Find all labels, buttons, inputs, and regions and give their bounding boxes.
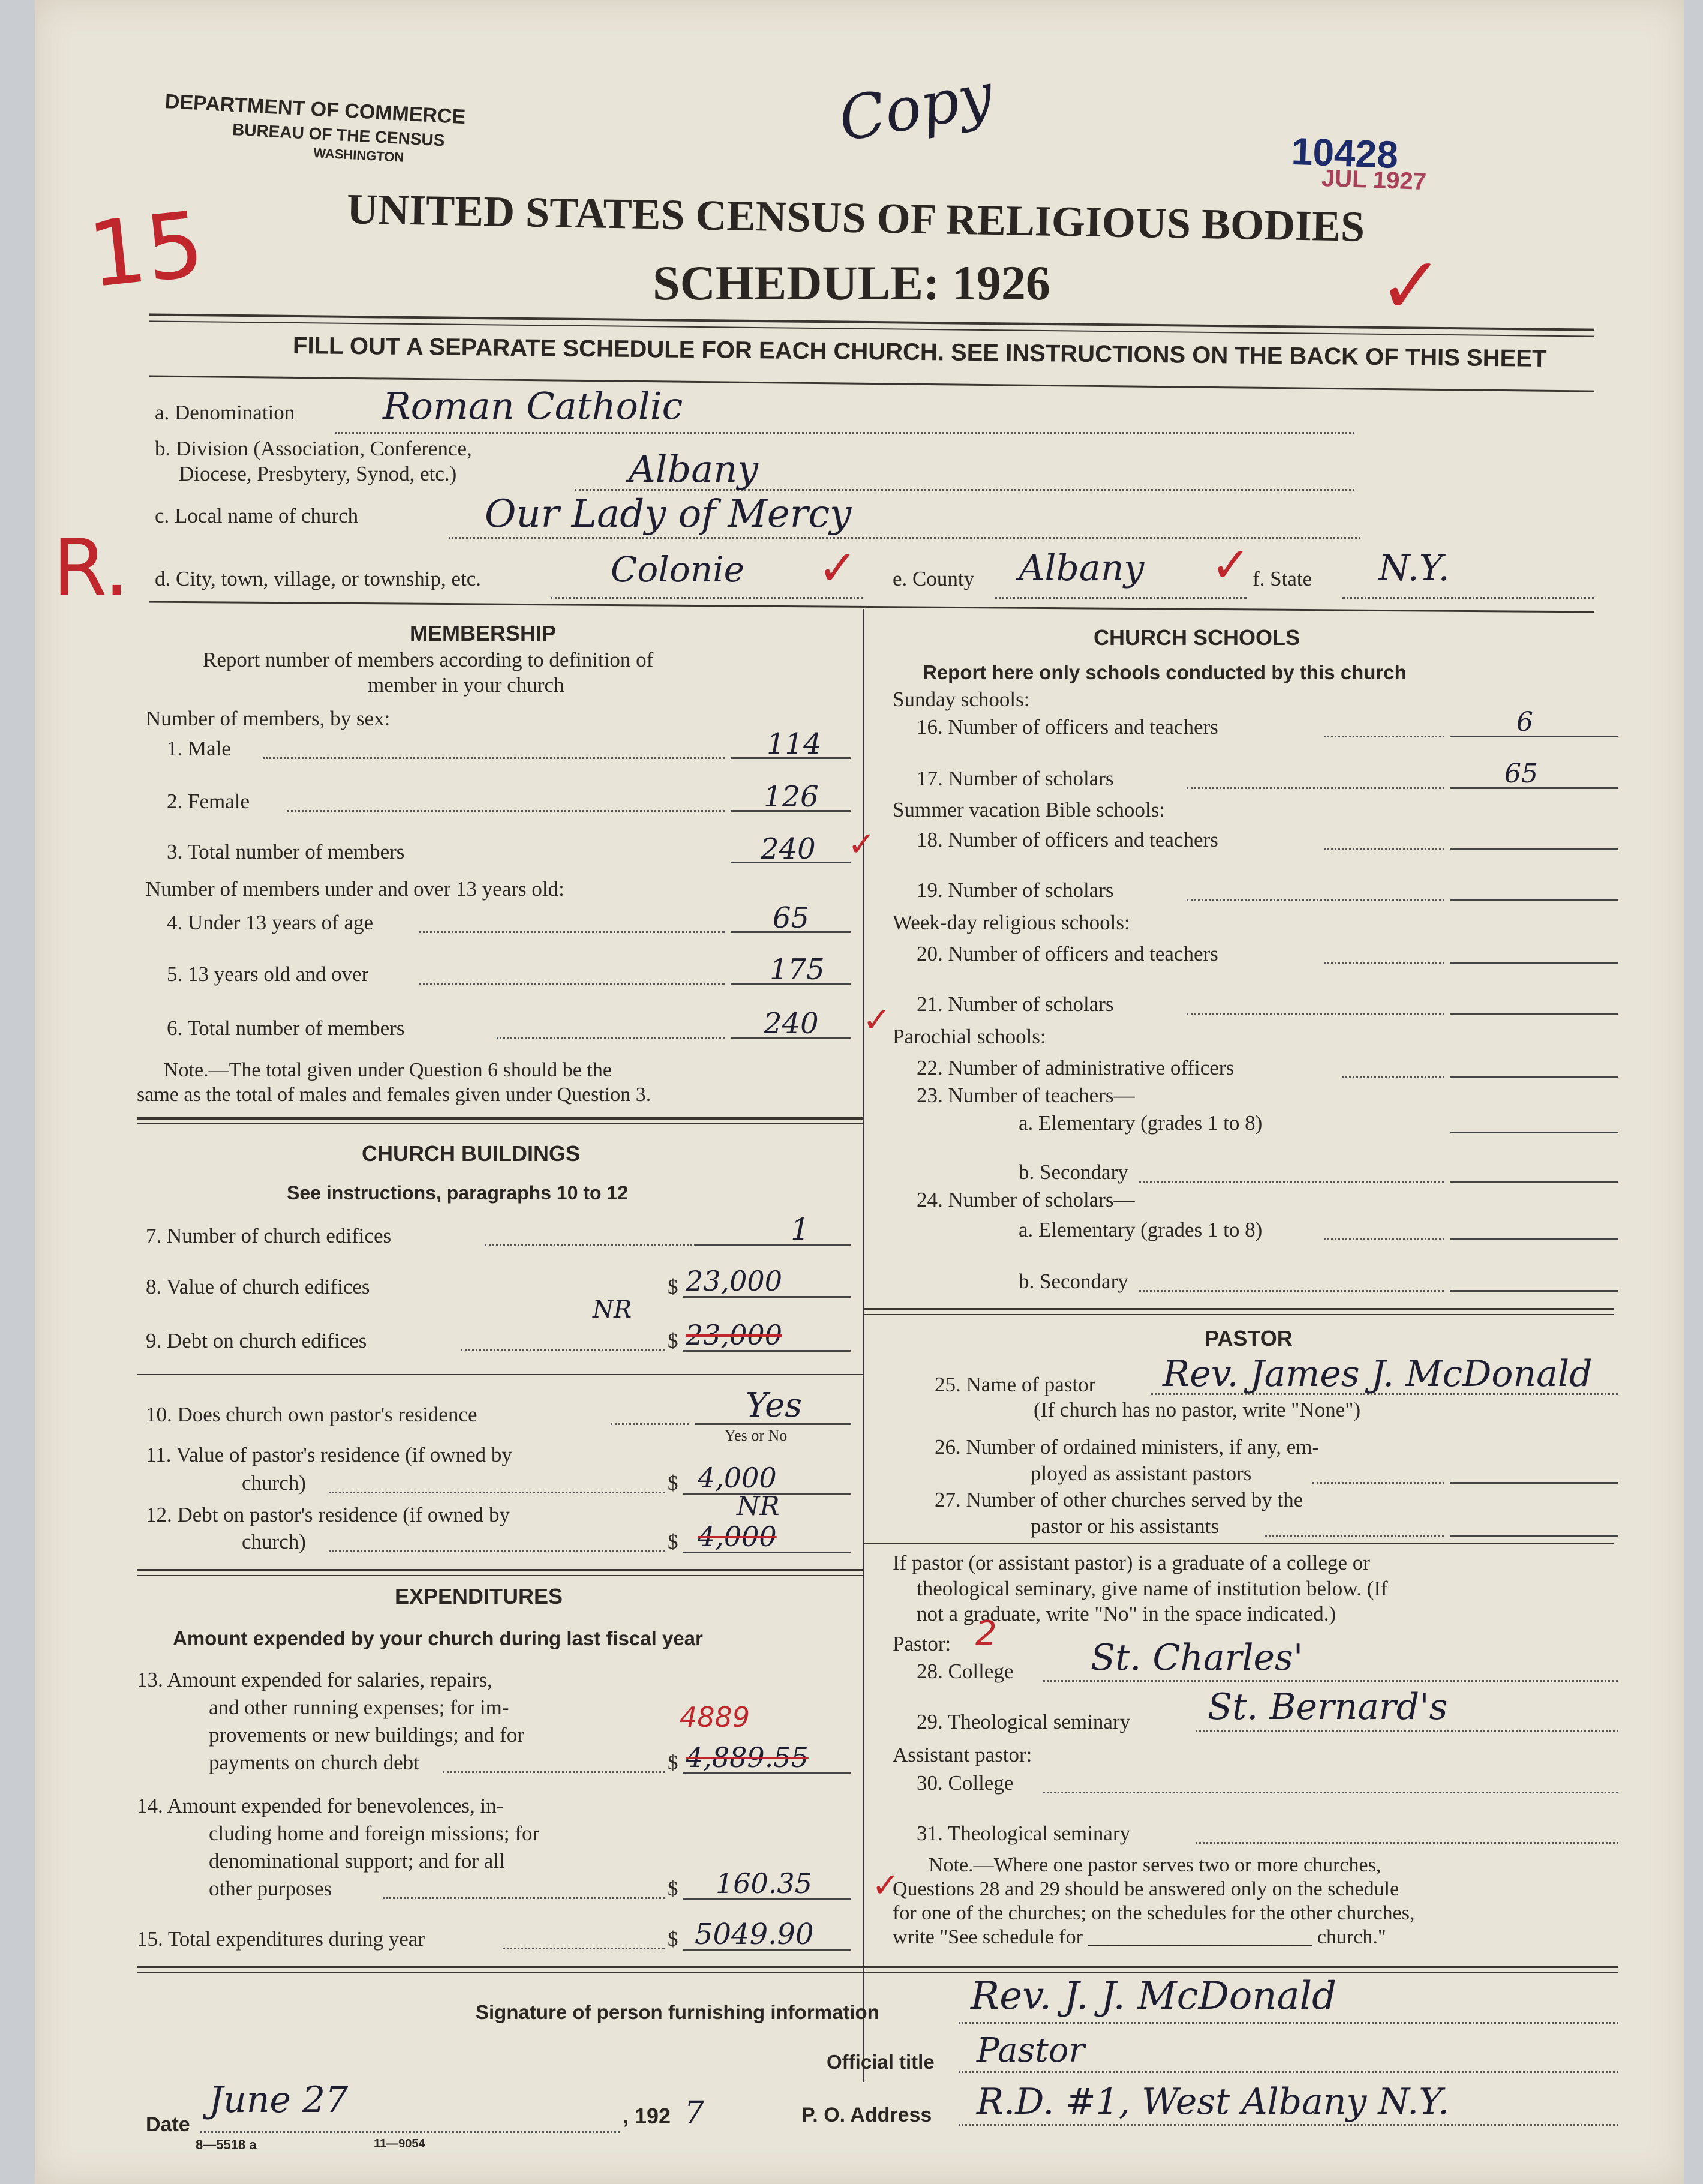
q15-leader — [503, 1948, 665, 1949]
q21-leader — [1187, 1013, 1444, 1015]
city-field-line — [551, 597, 863, 599]
q15-label: 15. Total expenditures during year — [137, 1927, 425, 1951]
pastor-note-2: Questions 28 and 29 should be answered only on the schedule — [893, 1878, 1399, 1900]
q13-value[interactable]: 4,889.55 — [686, 1741, 809, 1774]
q18-leader — [1324, 848, 1444, 850]
q9-label: 9. Debt on church edifices — [146, 1329, 367, 1352]
q21-line — [1450, 1013, 1618, 1015]
q6-label: 6. Total number of members — [167, 1016, 405, 1040]
q7-line — [695, 1244, 851, 1246]
footer-rule — [137, 1966, 1618, 1968]
schools-sub: Report here only schools conducted by this church — [923, 661, 1407, 683]
buildings-sub: See instructions, paragraphs 10 to 12 — [287, 1182, 629, 1204]
q13-red-correction: 4889 — [680, 1701, 750, 1733]
q26-label-1: 26. Number of ordained ministers, if any, em- — [935, 1435, 1320, 1459]
pastor-red-mark: 2 — [975, 1614, 997, 1653]
q8-dollar: $ — [668, 1275, 678, 1298]
form-title: UNITED STATES CENSUS OF RELIGIOUS BODIES — [346, 185, 1365, 251]
q22-label: 22. Number of administrative officers — [917, 1056, 1235, 1079]
q17-value[interactable]: 65 — [1504, 758, 1538, 789]
parochial-schools-label: Parochial schools: — [893, 1025, 1046, 1048]
official-title-value[interactable]: Pastor — [977, 2031, 1085, 2070]
q25-note: (If church has no pastor, write "None") — [1034, 1398, 1361, 1421]
membership-sub-2: member in your church — [368, 673, 564, 697]
q17-leader — [1187, 787, 1444, 789]
header-rule-bottom — [149, 375, 1594, 392]
weekday-schools-label: Week-day religious schools: — [893, 911, 1130, 934]
q10-value[interactable]: Yes — [746, 1386, 802, 1425]
q31-line — [1196, 1842, 1618, 1844]
year-digit[interactable]: 7 — [684, 2095, 705, 2131]
q24b-leader — [1139, 1290, 1444, 1292]
q31-label: 31. Theological seminary — [917, 1822, 1131, 1845]
pastor-note-1: Note.—Where one pastor serves two or more churches, — [929, 1854, 1381, 1876]
q8-value[interactable]: 23,000 — [686, 1265, 782, 1297]
q13-label-1: 13. Amount expended for salaries, repairs, — [137, 1668, 492, 1691]
q19-leader — [1187, 899, 1444, 901]
age-group-label: Number of members under and over 13 years old: — [146, 877, 564, 901]
red-checkmark-icon: ✓ — [1378, 240, 1444, 331]
q28-line — [1043, 1680, 1618, 1682]
q1-leader — [263, 757, 725, 759]
assistant-pastor-subhead: Assistant pastor: — [893, 1743, 1032, 1766]
q7-value[interactable]: 1 — [791, 1212, 810, 1247]
q9-nr-note: NR — [593, 1296, 632, 1324]
q11-dollar: $ — [668, 1471, 678, 1495]
q8-label: 8. Value of church edifices — [146, 1275, 370, 1298]
q4-leader — [419, 931, 725, 933]
q27-label-2: pastor or his assistants — [1031, 1514, 1220, 1538]
q3-check-icon: ✓ — [848, 825, 876, 864]
q9-dollar: $ — [668, 1329, 678, 1352]
q20-line — [1450, 962, 1618, 964]
q14-leader — [383, 1897, 665, 1899]
red-number-annotation: 15 — [83, 192, 209, 308]
q26-line — [1450, 1482, 1618, 1484]
department-label: DEPARTMENT OF COMMERCE — [164, 90, 467, 129]
q20-label: 20. Number of officers and teachers — [917, 942, 1218, 965]
q12-leader — [329, 1550, 665, 1552]
q6-leader — [497, 1037, 725, 1039]
q6-check-icon: ✓ — [863, 1001, 891, 1040]
membership-note-2: same as the total of males and females given under Question 3. — [137, 1084, 651, 1106]
pastor-title: PASTOR — [1205, 1326, 1293, 1351]
q9-leader — [461, 1349, 665, 1351]
q16-leader — [1324, 736, 1444, 737]
q11-leader — [329, 1492, 665, 1493]
summer-schools-label: Summer vacation Bible schools: — [893, 798, 1165, 821]
identity-rule — [149, 601, 1594, 613]
county-line — [995, 597, 1247, 599]
footer-rule-thin — [137, 1972, 1618, 1973]
signature-value[interactable]: Rev. J. J. McDonald — [971, 1974, 1337, 2018]
q13-label-2: and other running expenses; for im- — [209, 1696, 509, 1719]
stamp-date: JUL 1927 — [1321, 164, 1427, 196]
q7-label: 7. Number of church edifices — [146, 1224, 392, 1247]
division-label-2: Diocese, Presbytery, Synod, etc.) — [179, 462, 457, 485]
q2-leader — [287, 810, 725, 812]
q29-line — [1196, 1730, 1618, 1732]
q23a-label: a. Elementary (grades 1 to 8) — [1019, 1111, 1263, 1135]
graduate-note-3: not a graduate, write "No" in the space indicated.) — [917, 1602, 1336, 1625]
q18-line — [1450, 848, 1618, 850]
q7-leader — [485, 1244, 725, 1246]
q3-value[interactable]: 240 — [761, 832, 816, 866]
stamp-number: 10428 — [1290, 129, 1399, 177]
q14-check-icon: ✓ — [872, 1866, 900, 1905]
q22-leader — [1342, 1076, 1444, 1078]
q14-value[interactable]: 160.35 — [716, 1867, 812, 1900]
date-line — [200, 2131, 620, 2133]
q10-line — [695, 1423, 851, 1425]
denomination-value[interactable]: Roman Catholic — [383, 384, 683, 428]
instruction-banner: FILL OUT A SEPARATE SCHEDULE FOR EACH CHURCH. SEE INSTRUCTIONS ON THE BACK OF THIS SHEET — [292, 332, 1547, 372]
county-label: e. County — [893, 567, 975, 590]
q19-line — [1450, 899, 1618, 901]
q27-leader — [1265, 1535, 1444, 1537]
official-title-label: Official title — [827, 2051, 935, 2073]
county-value[interactable]: Albany — [1019, 547, 1145, 589]
q24b-label: b. Secondary — [1019, 1270, 1128, 1293]
q14-dollar: $ — [668, 1877, 678, 1900]
q13-label-4: payments on church debt — [209, 1751, 419, 1774]
bureau-label: BUREAU OF THE CENSUS — [232, 120, 446, 150]
q11-label-2: church) — [242, 1471, 306, 1495]
q10-label: 10. Does church own pastor's residence — [146, 1403, 477, 1426]
q12-label-2: church) — [242, 1530, 306, 1553]
expenditures-title: EXPENDITURES — [395, 1584, 563, 1609]
q26-label-2: ployed as assistant pastors — [1031, 1462, 1252, 1485]
form-schedule-year: SCHEDULE: 1926 — [653, 256, 1050, 310]
schools-title: CHURCH SCHOOLS — [1094, 625, 1300, 650]
q21-label: 21. Number of scholars — [917, 992, 1114, 1016]
q4-value[interactable]: 65 — [773, 901, 810, 935]
q14-label-4: other purposes — [209, 1877, 332, 1900]
signature-line — [959, 2022, 1618, 2024]
q17-label: 17. Number of scholars — [917, 767, 1114, 790]
q4-label: 4. Under 13 years of age — [167, 911, 374, 934]
q1-value[interactable]: 114 — [767, 727, 822, 761]
membership-title: MEMBERSHIP — [410, 621, 557, 646]
print-number: 11—9054 — [374, 2137, 425, 2150]
q3-label: 3. Total number of members — [167, 840, 405, 863]
q13-leader — [443, 1771, 665, 1773]
q28-label: 28. College — [917, 1660, 1014, 1683]
schools-rule-thin — [864, 1314, 1614, 1315]
q16-line — [1450, 736, 1618, 737]
q10-yes-no-hint: Yes or No — [725, 1427, 788, 1444]
buildings-rule — [137, 1569, 863, 1571]
q2-value[interactable]: 126 — [764, 780, 819, 814]
city-check-icon: ✓ — [818, 540, 858, 596]
q12-dollar: $ — [668, 1530, 678, 1553]
q26-leader — [1312, 1482, 1444, 1484]
q10-leader — [611, 1423, 689, 1425]
city-field-value[interactable]: Colonie — [611, 549, 744, 590]
q12-nr-note: NR — [737, 1491, 780, 1522]
q30-label: 30. College — [917, 1771, 1014, 1795]
q16-value[interactable]: 6 — [1516, 707, 1533, 737]
q29-value[interactable]: St. Bernard's — [1208, 1686, 1448, 1728]
q14-label-3: denominational support; and for all — [209, 1849, 505, 1873]
expenditures-sub: Amount expended by your church during last fiscal year — [173, 1627, 703, 1649]
buildings-rule-thin — [137, 1575, 863, 1576]
red-letter-annotation: R. — [53, 522, 130, 613]
q28-value[interactable]: St. Charles' — [1091, 1637, 1303, 1679]
year-prefix: , 192 — [623, 2104, 671, 2128]
q2-label: 2. Female — [167, 790, 250, 813]
schools-rule — [864, 1308, 1614, 1310]
q5-label: 5. 13 years old and over — [167, 962, 369, 986]
state-line — [1342, 597, 1594, 599]
q16-label: 16. Number of officers and teachers — [917, 715, 1218, 739]
date-label: Date — [146, 2113, 190, 2136]
signature-label: Signature of person furnishing information — [476, 2001, 879, 2023]
q1-label: 1. Male — [167, 737, 231, 760]
q27-line — [1450, 1535, 1618, 1537]
division-label-1: b. Division (Association, Conference, — [155, 437, 472, 460]
pastor-note-3: for one of the churches; on the schedules for the other churches, — [893, 1902, 1415, 1924]
graduate-note-1: If pastor (or assistant pastor) is a graduate of a college or — [893, 1551, 1370, 1574]
date-value[interactable]: June 27 — [209, 2079, 349, 2121]
q15-value[interactable]: 5049.90 — [695, 1918, 814, 1951]
handwritten-copy: Copy — [833, 59, 998, 155]
q23b-leader — [1139, 1181, 1444, 1183]
pastor-rule — [864, 1543, 1614, 1544]
q25-label: 25. Name of pastor — [935, 1373, 1096, 1396]
q24-label: 24. Number of scholars— — [917, 1188, 1135, 1211]
denomination-line — [335, 432, 1354, 434]
county-check-icon: ✓ — [1211, 537, 1251, 593]
q23b-line — [1450, 1181, 1618, 1183]
state-value[interactable]: N.Y. — [1378, 547, 1450, 589]
q24a-leader — [1324, 1238, 1444, 1240]
q12-value[interactable]: 4,000 — [698, 1520, 777, 1553]
pastor-subhead: Pastor: — [893, 1632, 951, 1655]
members-by-sex-label: Number of members, by sex: — [146, 707, 391, 730]
graduate-note-2: theological seminary, give name of institution below. (If — [917, 1577, 1388, 1600]
buildings-title: CHURCH BUILDINGS — [362, 1141, 580, 1166]
division-value[interactable]: Albany — [629, 447, 759, 491]
q20-leader — [1324, 962, 1444, 964]
denomination-label: a. Denomination — [155, 401, 295, 424]
q24a-label: a. Elementary (grades 1 to 8) — [1019, 1218, 1263, 1241]
q23a-line — [1450, 1132, 1618, 1133]
census-schedule-sheet — [35, 0, 1684, 2184]
form-number: 8—5518 a — [196, 2137, 257, 2152]
q19-label: 19. Number of scholars — [917, 878, 1114, 902]
city-label: WASHINGTON — [313, 145, 404, 165]
pastor-note-4: write "See schedule for ______________________ church." — [893, 1926, 1386, 1948]
q29-label: 29. Theological seminary — [917, 1710, 1131, 1733]
q23-label: 23. Number of teachers— — [917, 1084, 1135, 1107]
q9-value[interactable]: 23,000 — [686, 1319, 782, 1351]
membership-sub-1: Report number of members according to definition of — [203, 648, 654, 671]
q24b-line — [1450, 1290, 1618, 1292]
membership-note-1: Note.—The total given under Question 6 should be the — [164, 1059, 612, 1081]
q22-line — [1450, 1076, 1618, 1078]
city-field-label: d. City, town, village, or township, etc. — [155, 567, 482, 590]
q12-label-1: 12. Debt on pastor's residence (if owned by — [146, 1503, 510, 1526]
q18-label: 18. Number of officers and teachers — [917, 828, 1218, 851]
q14-label-1: 14. Amount expended for benevolences, in- — [137, 1794, 504, 1817]
q30-line — [1043, 1792, 1618, 1793]
q27-label-1: 27. Number of other churches served by the — [935, 1488, 1303, 1511]
membership-rule — [137, 1117, 863, 1120]
q14-label-2: cluding home and foreign missions; for — [209, 1822, 540, 1845]
q13-dollar: $ — [668, 1751, 678, 1774]
q11-value[interactable]: 4,000 — [698, 1462, 777, 1494]
q5-value[interactable]: 175 — [770, 953, 825, 986]
membership-rule-thin — [137, 1123, 863, 1124]
po-address-label: P. O. Address — [801, 2104, 932, 2126]
q11-label-1: 11. Value of pastor's residence (if owned by — [146, 1443, 512, 1466]
po-address-value[interactable]: R.D. #1, West Albany N.Y. — [977, 2081, 1450, 2123]
q23b-label: b. Secondary — [1019, 1160, 1128, 1184]
q6-value[interactable]: 240 — [764, 1007, 819, 1040]
sunday-schools-label: Sunday schools: — [893, 688, 1030, 711]
q5-leader — [419, 983, 725, 985]
q25-value[interactable]: Rev. James J. McDonald — [1163, 1353, 1593, 1395]
po-address-line — [959, 2124, 1618, 2126]
buildings-rule-mid — [137, 1374, 863, 1375]
state-label: f. State — [1253, 567, 1312, 590]
q13-label-3: provements or new buildings; and for — [209, 1723, 524, 1747]
church-name-value[interactable]: Our Lady of Mercy — [485, 492, 852, 536]
q24a-line — [1450, 1238, 1618, 1240]
q15-dollar: $ — [668, 1927, 678, 1951]
church-name-label: c. Local name of church — [155, 504, 359, 527]
official-title-line — [959, 2071, 1618, 2073]
